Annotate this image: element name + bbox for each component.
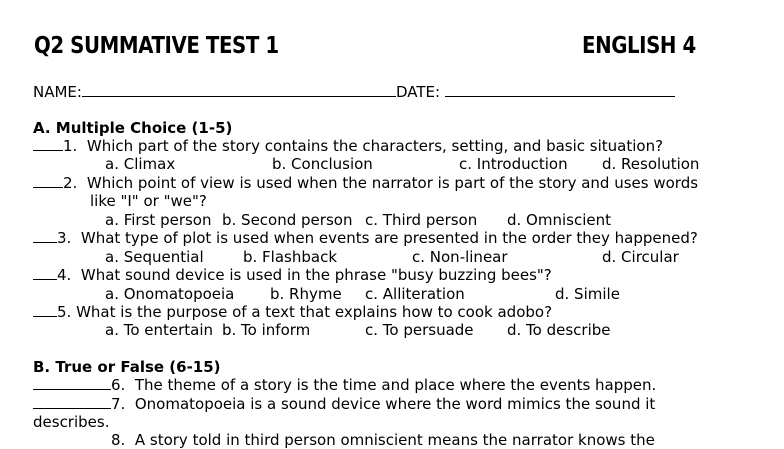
question-text: What is the purpose of a text that explains how to cook adobo? [76,303,553,321]
item-text: The theme of a story is the time and place where the events happen. [134,376,657,394]
test-title: Q2 SUMMATIVE TEST 1 [34,33,279,59]
option: d. Circular [602,248,679,266]
name-date-row [33,83,675,101]
item-text: Onomatopoeia is a sound device where the word mimics the sound it [134,395,656,413]
subject-title: ENGLISH 4 [582,33,696,59]
item-number: 6. [111,376,126,394]
item-text: A story told in third person omniscient means the narrator knows the [134,431,655,449]
option: a. Climax [105,155,176,173]
option: b. Second person [222,211,353,229]
question-5 [33,303,552,321]
option: a. To entertain [105,321,214,339]
option: b. Conclusion [272,155,373,173]
option: b. To inform [222,321,311,339]
date-field[interactable] [445,83,675,97]
date-label: DATE: [395,83,441,101]
section-a-heading: A. Multiple Choice (1-5) [33,119,233,137]
answer-blank[interactable] [33,431,111,445]
option: b. Rhyme [270,285,342,303]
option: a. Sequential [105,248,204,266]
option: d. To describe [507,321,611,339]
question-text: What sound device is used in the phrase "busy buzzing bees"? [80,266,552,284]
question-1 [33,137,663,155]
answer-blank[interactable] [33,376,111,390]
question-text-continued: like "I" or "we"? [90,192,207,210]
option: c. Non-linear [412,248,508,266]
question-text: What type of plot is used when events are presented in the order they happened? [80,229,698,247]
question-text: Which point of view is used when the narrator is part of the story and uses words [86,174,699,192]
item-number: 8. [111,431,126,449]
option: d. Resolution [602,155,700,173]
question-3 [33,229,698,247]
option: c. Introduction [459,155,568,173]
option: c. To persuade [365,321,474,339]
item-text-continued: describes. [33,413,110,431]
question-number: 4. [57,266,72,284]
true-false-item-8 [33,431,655,449]
answer-blank[interactable] [33,174,63,188]
item-number: 7. [111,395,126,413]
option: c. Third person [365,211,478,229]
option: a. First person [105,211,212,229]
question-number: 1. [63,137,78,155]
question-text: Which part of the story contains the characters, setting, and basic situation? [86,137,664,155]
answer-blank[interactable] [33,303,57,317]
name-field[interactable] [82,83,396,97]
option: d. Simile [555,285,620,303]
question-2 [33,174,698,192]
option: d. Omniscient [507,211,611,229]
answer-blank[interactable] [33,137,63,151]
answer-blank[interactable] [33,395,111,409]
answer-blank[interactable] [33,229,57,243]
question-number: 5. [57,303,72,321]
option: c. Alliteration [365,285,465,303]
true-false-item-7 [33,395,655,413]
question-number: 2. [63,174,78,192]
question-4 [33,266,552,284]
option: b. Flashback [243,248,338,266]
true-false-item-6 [33,376,656,394]
option: a. Onomatopoeia [105,285,235,303]
question-number: 3. [57,229,72,247]
name-label: NAME: [33,83,82,101]
answer-blank[interactable] [33,266,57,280]
section-b-heading: B. True or False (6-15) [33,358,221,376]
